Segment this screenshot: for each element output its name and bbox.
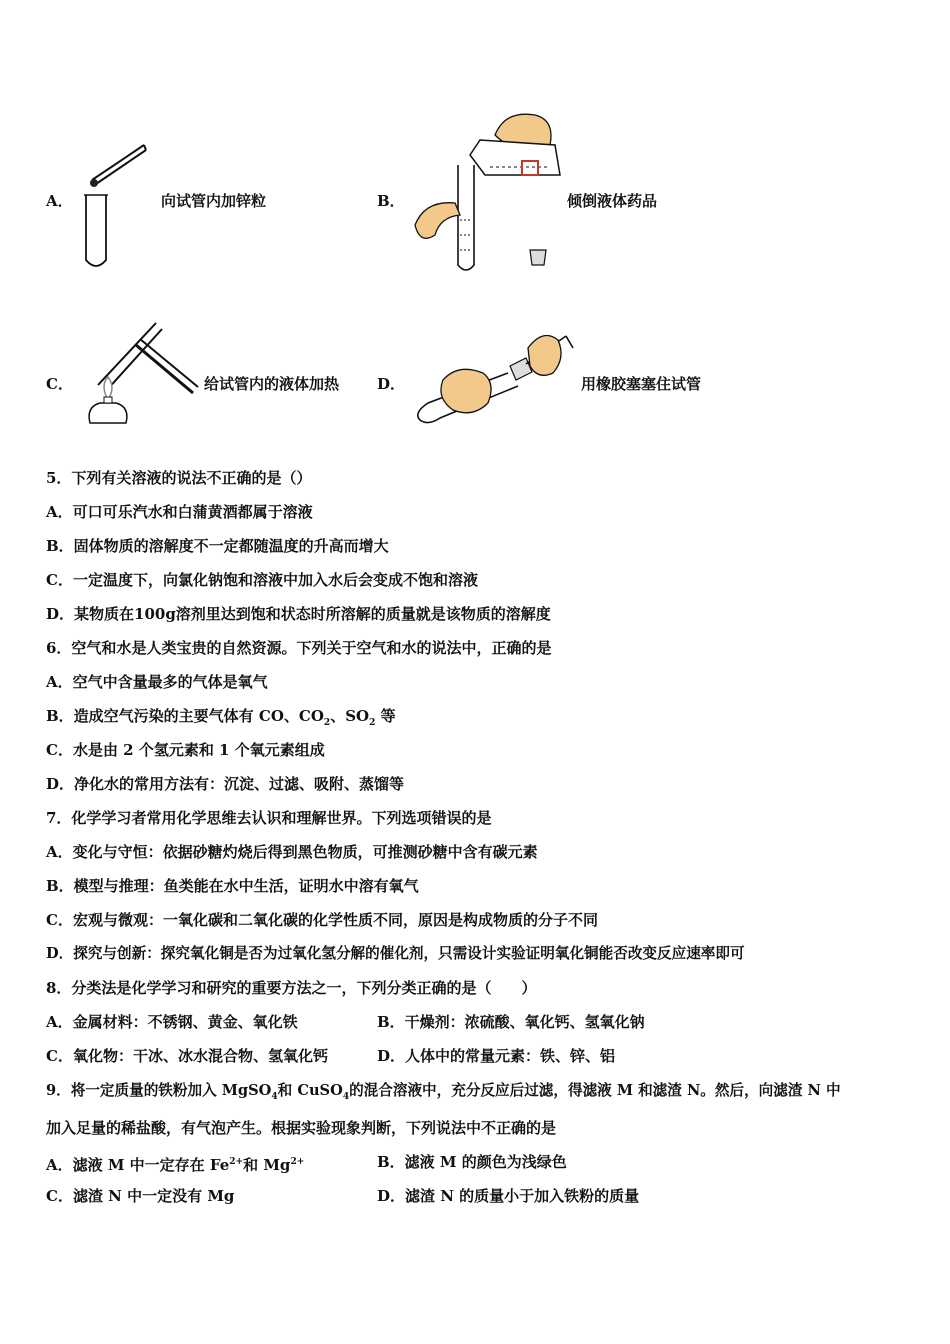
q6-option-c: C．水是由 2 个氢元素和 1 个氧元素组成 — [46, 741, 325, 759]
pouring-bottle-icon — [410, 105, 570, 275]
q6-b-suffix: 等 — [375, 707, 396, 725]
q9-a-sup1: 2+ — [229, 1157, 244, 1167]
q6-b-sub2: 2 — [369, 718, 376, 728]
q5-option-d: D．某物质在100g溶剂里达到饱和状态时所溶解的质量就是该物质的溶解度 — [46, 605, 551, 623]
q9-option-a — [46, 1152, 304, 1175]
option-a-letter: A． — [46, 192, 73, 210]
option-a-caption: 向试管内加锌粒 — [161, 192, 267, 210]
q6-b-mid: 、SO — [330, 707, 370, 725]
q7-stem: 7．化学学习者常用化学思维去认识和理解世界。下列选项错误的是 — [46, 809, 492, 827]
q8-option-b: B．干燥剂：浓硫酸、氧化钙、氢氧化钠 — [377, 1013, 645, 1031]
q9-option-d: D．滤渣 N 的质量小于加入铁粉的质量 — [377, 1187, 640, 1205]
stopper-insertion-icon — [408, 318, 580, 428]
q9-a-sup2: 2+ — [290, 1157, 305, 1167]
q7-option-a: A．变化与守恒：依据砂糖灼烧后得到黑色物质，可推测砂糖中含有碳元素 — [46, 843, 538, 861]
q5-option-c: C．一定温度下，向氯化钠饱和溶液中加入水后会变成不饱和溶液 — [46, 571, 478, 589]
alcohol-lamp-heating-icon — [78, 315, 203, 427]
q9-option-b: B．滤液 M 的颜色为浅绿色 — [377, 1153, 567, 1171]
option-d-letter: D． — [377, 375, 406, 393]
tweezers-with-granule-icon — [80, 140, 160, 275]
q6-option-b — [46, 706, 396, 733]
q6-b-sub1: 2 — [323, 718, 331, 728]
q8-stem: 8．分类法是化学学习和研究的重要方法之一，下列分类正确的是（ ） — [46, 979, 537, 997]
q6-option-a: A．空气中含量最多的气体是氧气 — [46, 673, 268, 691]
option-c-caption: 给试管内的液体加热 — [204, 375, 340, 393]
q9-stem-line2: 加入足量的稀盐酸，有气泡产生。根据实验现象判断，下列说法中不正确的是 — [46, 1119, 557, 1137]
q9-option-c: C．滤渣 N 中一定没有 Mg — [46, 1187, 235, 1205]
q8-option-a: A．金属材料：不锈钢、黄金、氧化铁 — [46, 1013, 298, 1031]
q7-option-d: D．探究与创新：探究氧化铜是否为过氧化氢分解的催化剂，只需设计实验证明氧化铜能否改变反应速率即可 — [46, 945, 745, 962]
q9-stem-p3: 的混合溶液中，充分反应后过滤，得滤液 M 和滤渣 N。然后，向滤渣 N 中 — [349, 1082, 841, 1099]
q6-b-prefix: B．造成空气污染的主要气体有 CO、CO — [46, 707, 324, 725]
q9-stem-line1 — [46, 1081, 841, 1107]
q9-stem-p2: 和 CuSO — [277, 1082, 343, 1099]
q6-stem: 6．空气和水是人类宝贵的自然资源。下列关于空气和水的说法中，正确的是 — [46, 639, 552, 657]
q7-option-b: B．模型与推理：鱼类能在水中生活，证明水中溶有氧气 — [46, 877, 419, 895]
q8-option-c: C．氧化物：干冰、冰水混合物、氢氧化钙 — [46, 1047, 328, 1065]
q9-stem-sub1: 4 — [271, 1091, 278, 1102]
q9-a-p1: A．滤液 M 中一定存在 Fe — [46, 1156, 230, 1174]
q5-stem: 5．下列有关溶液的说法不正确的是（） — [46, 469, 312, 487]
option-d-caption: 用橡胶塞塞住试管 — [581, 375, 702, 393]
q6-option-d: D．净化水的常用方法有：沉淀、过滤、吸附、蒸馏等 — [46, 775, 405, 793]
option-c-letter: C． — [46, 375, 73, 393]
q9-stem-sub2: 4 — [342, 1091, 350, 1102]
q5-option-b: B．固体物质的溶解度不一定都随温度的升高而增大 — [46, 537, 389, 555]
q5-option-a: A．可口可乐汽水和白蒲黄酒都属于溶液 — [46, 503, 313, 521]
q9-a-p2: 和 Mg — [243, 1156, 291, 1174]
option-b-caption: 倾倒液体药品 — [567, 192, 658, 210]
q8-option-d: D．人体中的常量元素：铁、锌、铝 — [377, 1047, 616, 1065]
option-b-letter: B． — [377, 192, 405, 210]
q7-option-c: C．宏观与微观：一氧化碳和二氧化碳的化学性质不同，原因是构成物质的分子不同 — [46, 911, 598, 929]
q9-stem-p1: 9．将一定质量的铁粉加入 MgSO — [46, 1082, 272, 1099]
